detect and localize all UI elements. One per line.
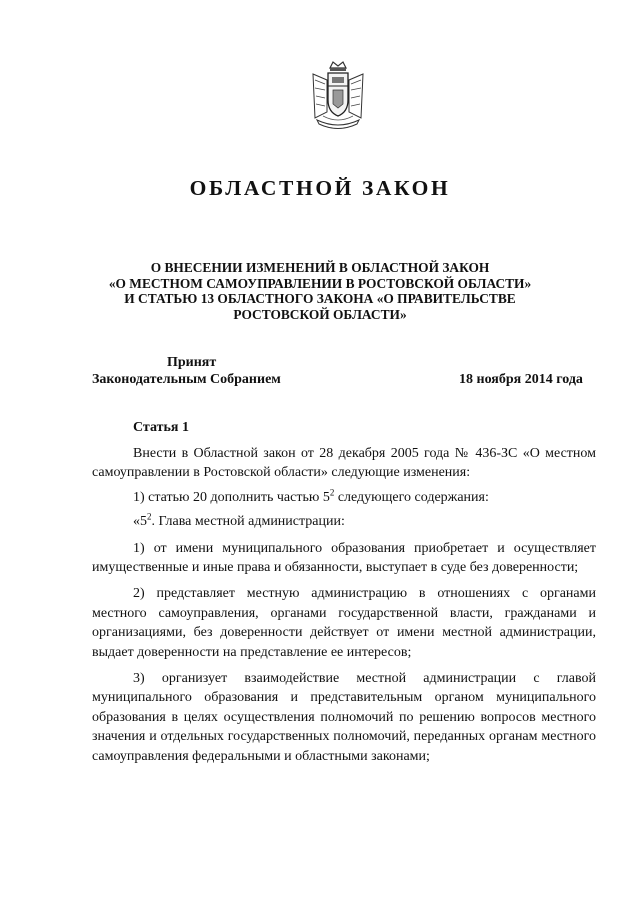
law-title: ОБЛАСТНОЙ ЗАКОН bbox=[189, 176, 451, 200]
adoption-date: 18 ноября 2014 года bbox=[459, 372, 583, 387]
subtitle-line: О ВНЕСЕНИИ ИЗМЕНЕНИЙ В ОБЛАСТНОЙ ЗАКОН bbox=[150, 260, 490, 275]
adopting-body: Законодательным Собранием bbox=[92, 372, 281, 387]
subtitle-line: И СТАТЬЮ 13 ОБЛАСТНОГО ЗАКОНА «О ПРАВИТЕЛЬСТВЕ bbox=[124, 291, 516, 306]
article-paragraph: 3) организует взаимодействие местной администрации с главой муниципального образования и представительным органом муниципального образования в целях осуществления полномочий по решению вопросов местного значения и отдельных государственных полномочий, переданных органам местного самоуправления федеральными и областными законами; bbox=[92, 671, 596, 764]
article-paragraph: 1) статью 20 дополнить частью $5^2$ следующего содержания: bbox=[133, 487, 489, 505]
coat-of-arms-emblem bbox=[305, 60, 371, 132]
article-paragraph: «$5^2$. Глава местной администрации: bbox=[133, 511, 345, 530]
law-subtitle bbox=[80, 260, 560, 322]
article-paragraph: Внести в Областной закон от 28 декабря 2005 года № 436-ЗС «О местном самоуправлении в Ростовской области» следующие изменения: bbox=[92, 446, 596, 481]
article-paragraph: 1) от имени муниципального образования приобретает и осуществляет имущественные и иные права и обязанности, выступает в суде без доверенности; bbox=[92, 540, 596, 576]
article-paragraph: 2) представляет местную администрацию в отношениях с органами местного самоуправления, органами государственной власти, гражданами и организациями, без доверенности действует от имени местной администрации, выдает доверенности на представление ее интересов; bbox=[92, 586, 596, 660]
subtitle-line: «О МЕСТНОМ САМОУПРАВЛЕНИИ В РОСТОВСКОЙ ОБЛАСТИ» bbox=[108, 275, 532, 291]
subtitle-line: РОСТОВСКОЙ ОБЛАСТИ» bbox=[233, 306, 407, 322]
article-heading: Статья 1 bbox=[133, 420, 189, 435]
article-body bbox=[92, 444, 596, 766]
adopted-label: Принят bbox=[167, 355, 217, 370]
